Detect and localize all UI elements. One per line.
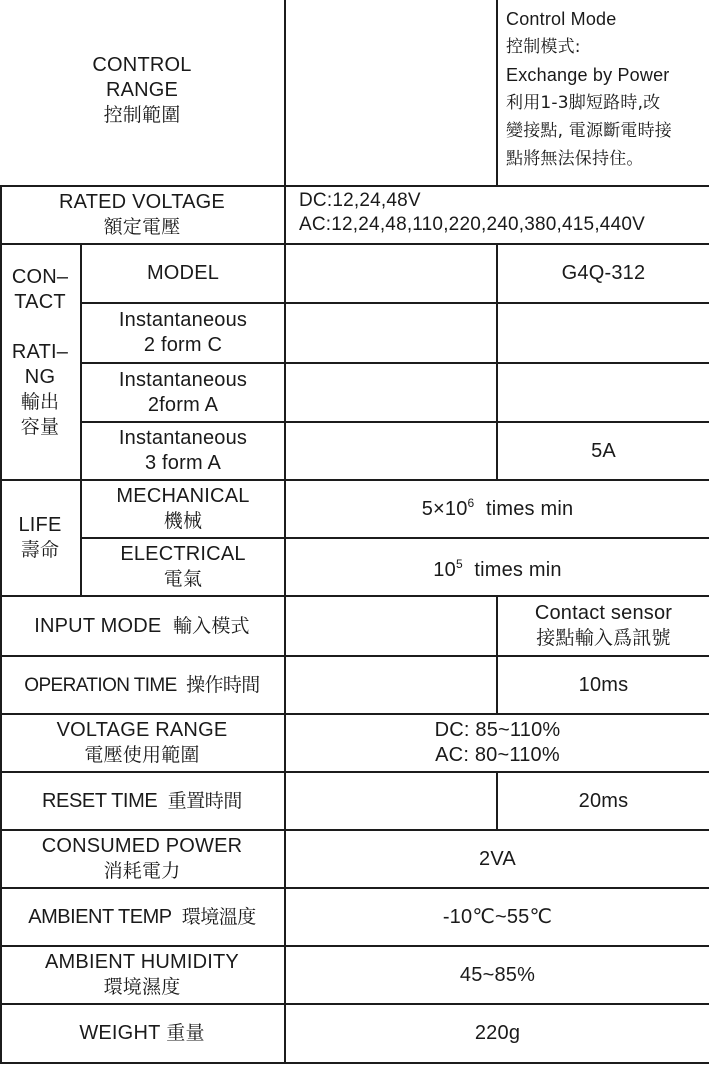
control-mode-line: 變接點, 電源斷電時接: [506, 121, 673, 141]
operation-time-value-text: 10ms: [578, 673, 629, 696]
contact-row-label: [82, 304, 284, 362]
voltage-range-dc: DC: 85~110%: [434, 719, 561, 741]
electrical-value: [286, 539, 709, 601]
mechanical-label-zh: 機械: [163, 510, 203, 532]
voltage-range-ac: AC: 80~110%: [435, 744, 560, 766]
mechanical-life-base: 5×10: [421, 497, 468, 520]
contact-row-line1: Instantaneous: [118, 309, 248, 331]
input-mode-value-en: Contact sensor: [534, 602, 673, 624]
consumed-power-label-en: CONSUMED POWER: [41, 835, 243, 857]
rule: [496, 0, 498, 187]
rated-voltage-values: [299, 189, 707, 243]
mechanical-life-expression: [422, 497, 574, 522]
input-mode-value-zh: 接點輸入爲訊號: [536, 627, 671, 649]
mechanical-life-unit: times min: [485, 497, 574, 520]
reset-time-value-text: 20ms: [578, 789, 629, 812]
contact-row-value: [498, 423, 709, 479]
mechanical-label: [82, 481, 284, 537]
contact-row-line2: 3 form A: [144, 452, 222, 474]
contact-row-line1: Instantaneous: [118, 368, 248, 391]
model-label-text: MODEL: [146, 262, 220, 284]
weight-value: [286, 1005, 709, 1062]
contact-row-line2: 2form A: [147, 393, 219, 416]
rated-voltage-dc: DC:12,24,48V: [299, 190, 421, 211]
model-value-text: G4Q-312: [561, 262, 646, 284]
input-mode-value: [498, 597, 709, 655]
reset-time-value: [498, 773, 709, 829]
reset-time-label: [0, 773, 284, 829]
contact-row-label: [82, 423, 284, 479]
operation-time-value: [498, 657, 709, 713]
rated-voltage-zh: 額定電壓: [103, 216, 181, 238]
model-label: [82, 245, 284, 302]
electrical-label-en: ELECTRICAL: [120, 543, 246, 565]
mechanical-life-exponent: 6: [467, 495, 475, 510]
control-range-en-2: RANGE: [105, 78, 179, 101]
operation-time-label: [0, 657, 284, 713]
reset-time-label-zh: 重置時間: [167, 789, 243, 812]
consumed-power-value: [286, 831, 709, 887]
control-mode-line: Control Mode: [506, 9, 617, 29]
contact-rating-label: [0, 265, 80, 455]
contact-rating-line: CON–: [11, 266, 69, 288]
electrical-label-zh: 電氣: [163, 568, 203, 590]
control-range-en-1: CONTROL: [92, 53, 192, 76]
ambient-temp-value-text: -10℃~55℃: [442, 905, 553, 928]
control-range-zh: 控制範圍: [103, 103, 181, 126]
weight-label: [0, 1005, 284, 1062]
control-mode-line: 利用1-3脚短路時,改: [506, 93, 661, 113]
electrical-life-base: 10: [433, 558, 456, 581]
ambient-humidity-value: [286, 947, 709, 1003]
life-label: [0, 481, 80, 595]
control-mode-line: 控制模式:: [506, 37, 581, 57]
life-label-zh: 壽命: [20, 539, 60, 561]
electrical-label: [82, 539, 284, 595]
electrical-life-exponent: 5: [455, 556, 463, 571]
rule: [0, 1062, 709, 1064]
ambient-humidity-label-en: AMBIENT HUMIDITY: [45, 951, 239, 973]
contact-row-line1: Instantaneous: [118, 427, 248, 449]
contact-rating-line: RATI–: [11, 341, 69, 363]
mechanical-label-en: MECHANICAL: [116, 485, 250, 507]
rated-voltage-en: RATED VOLTAGE: [59, 191, 225, 213]
consumed-power-value-text: 2VA: [479, 847, 516, 870]
ambient-temp-label: [0, 889, 284, 945]
contact-row-value-text: 5A: [591, 439, 616, 462]
contact-rating-line: 輸出: [20, 391, 60, 413]
operation-time-label-en: OPERATION TIME: [24, 674, 177, 696]
voltage-range-label: [0, 715, 284, 771]
contact-rating-line: TACT: [14, 291, 66, 313]
control-mode-line: Exchange by Power: [506, 65, 670, 85]
contact-row-line2: 2 form C: [143, 334, 223, 356]
operation-time-label-zh: 操作時間: [186, 673, 260, 696]
control-range-label: [0, 40, 284, 140]
contact-row-label: [82, 364, 284, 421]
voltage-range-label-zh: 電壓使用範圍: [84, 744, 200, 766]
weight-label-zh: 重量: [166, 1022, 205, 1044]
input-mode-label: [0, 597, 284, 655]
contact-rating-line: 容量: [20, 416, 60, 438]
ambient-humidity-label-zh: 環境濕度: [103, 976, 181, 998]
control-mode-line: 點將無法保持住。: [506, 149, 644, 169]
ambient-temp-label-zh: 環境溫度: [181, 905, 256, 928]
reset-time-label-en: RESET TIME: [41, 789, 158, 812]
input-mode-label-zh: 輸入模式: [172, 614, 250, 637]
weight-label-en: WEIGHT: [79, 1022, 161, 1044]
mechanical-value: [286, 481, 709, 537]
rated-voltage-ac: AC:12,24,48,110,220,240,380,415,440V: [299, 214, 645, 235]
weight-value-text: 220g: [474, 1022, 521, 1044]
life-label-en: LIFE: [18, 514, 62, 536]
input-mode-label-en: INPUT MODE: [34, 614, 162, 637]
control-mode-description: [506, 5, 709, 183]
voltage-range-label-en: VOLTAGE RANGE: [56, 719, 228, 741]
consumed-power-label: [0, 831, 284, 887]
contact-row-value: [498, 364, 709, 421]
ambient-temp-label-en: AMBIENT TEMP: [28, 905, 172, 928]
ambient-humidity-value-text: 45~85%: [459, 963, 536, 986]
consumed-power-label-zh: 消耗電力: [103, 860, 181, 882]
voltage-range-values: [286, 715, 709, 771]
ambient-humidity-label: [0, 947, 284, 1003]
electrical-life-expression: [433, 558, 561, 583]
contact-rating-line: NG: [24, 366, 56, 388]
model-value: [498, 245, 709, 302]
contact-row-value: [498, 304, 709, 362]
ambient-temp-value: [286, 889, 709, 945]
electrical-life-unit: times min: [474, 558, 562, 581]
rated-voltage-label: [0, 187, 284, 243]
